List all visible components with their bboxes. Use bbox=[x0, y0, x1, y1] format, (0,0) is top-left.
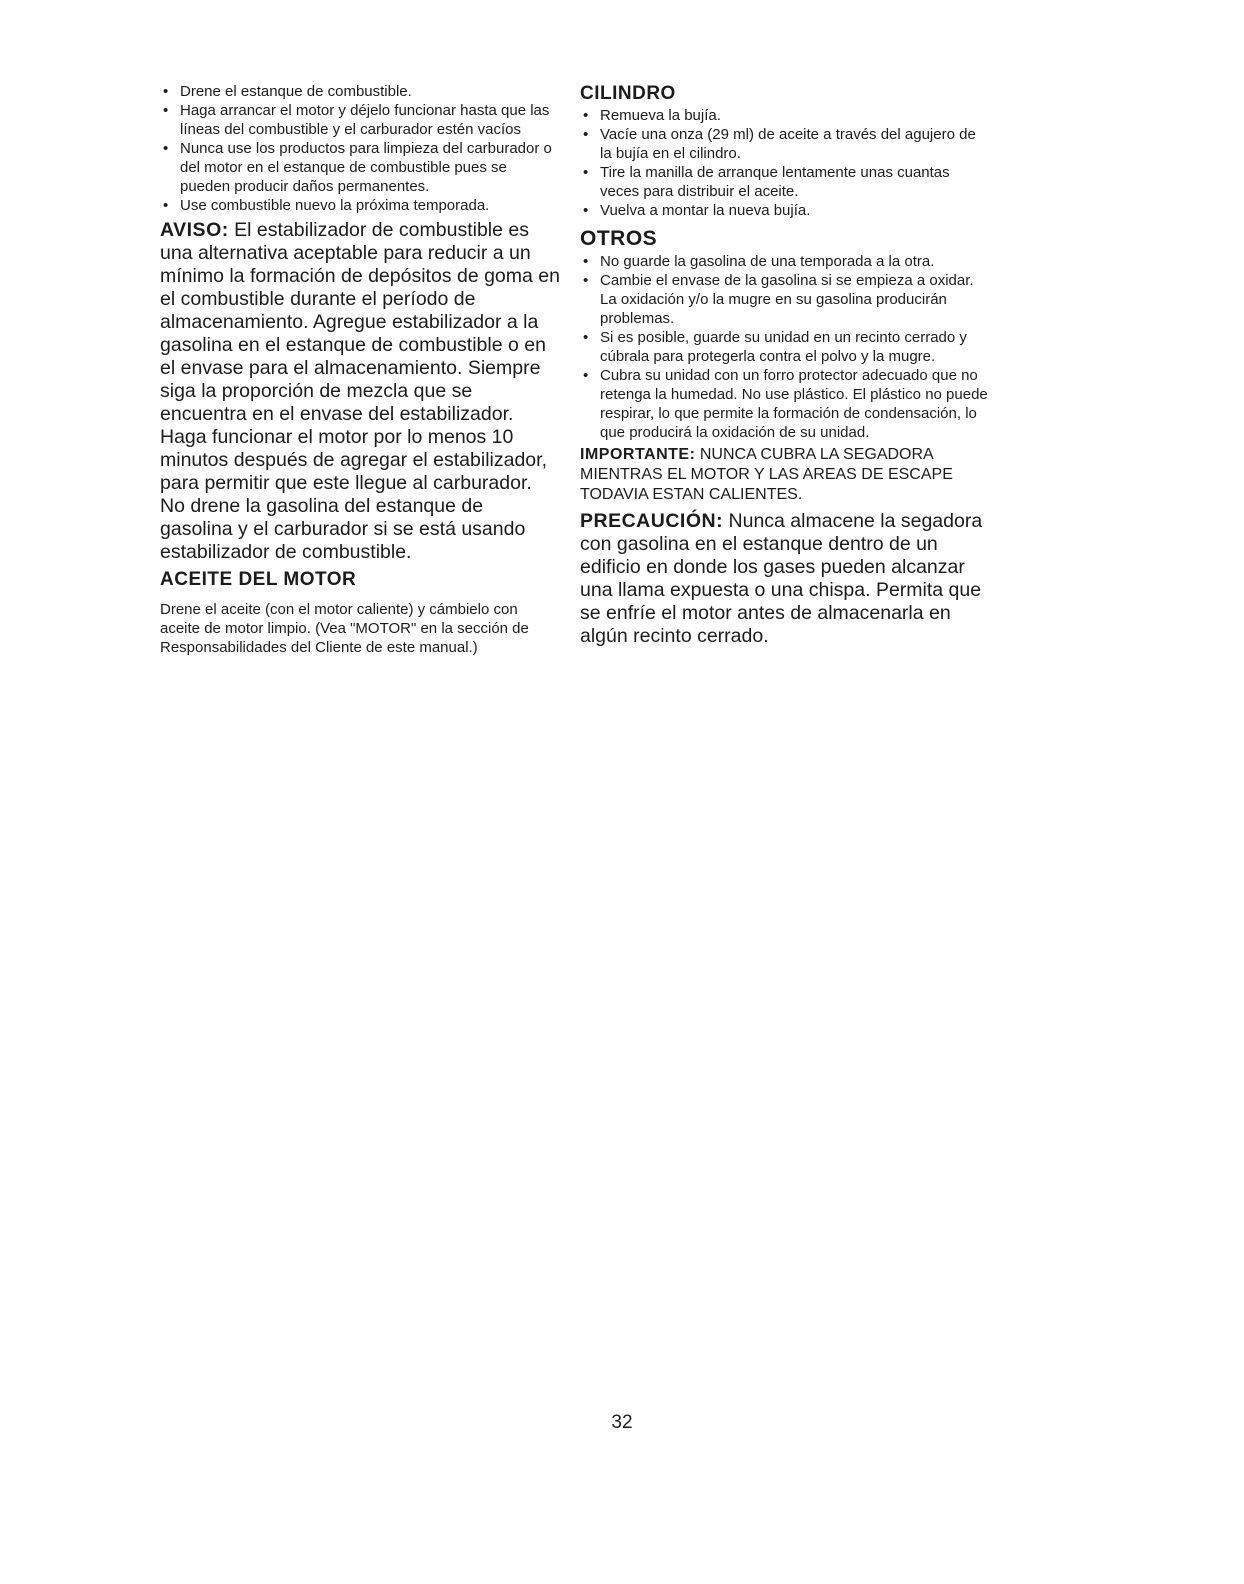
importante-text: NUNCA CUBRA LA SEGADORA MIENTRAS EL MOTOR Y LAS AREAS DE ESCAPE TODAVIA ESTAN CALIENTES. bbox=[580, 446, 953, 503]
cilindro-heading: CILINDRO bbox=[580, 83, 676, 104]
list-item: • Si es posible, guarde su unidad en un recinto cerrado y cúbrala para protegerla contra el polvo y la mugre. bbox=[580, 328, 990, 366]
page-number: 32 bbox=[611, 1412, 633, 1433]
right-column bbox=[580, 82, 990, 648]
otros-heading: OTROS bbox=[580, 227, 658, 250]
list-item: • Use combustible nuevo la próxima temporada. bbox=[160, 196, 560, 215]
list-item: • Cambie el envase de la gasolina si se empieza a oxidar. La oxidación y/o la mugre en su gasolina producirán problemas. bbox=[580, 271, 990, 328]
aviso-label: AVISO: bbox=[160, 219, 229, 241]
list-item: • Nunca use los productos para limpieza del carburador o del motor en el estanque de combustible pues se pueden producir daños permanentes. bbox=[160, 139, 560, 196]
list-item: • Remueva la bujía. bbox=[580, 106, 990, 125]
precaucion-paragraph bbox=[580, 510, 990, 648]
precaucion-label: PRECAUCIÓN: bbox=[580, 510, 724, 532]
list-item: • Cubra su unidad con un forro protector adecuado que no retenga la humedad. No use plástico. El plástico no puede respirar, lo que permite la formación de condensación, lo que producirá la oxidación de su unidad. bbox=[580, 366, 990, 442]
list-item: • No guarde la gasolina de una temporada a la otra. bbox=[580, 252, 990, 271]
importante-label: IMPORTANTE: bbox=[580, 446, 696, 463]
importante-paragraph bbox=[580, 445, 990, 505]
list-item: • Vacíe una onza (29 ml) de aceite a través del agujero de la bujía en el cilindro. bbox=[580, 125, 990, 163]
aceite-heading: ACEITE DEL MOTOR bbox=[160, 569, 357, 590]
precaucion-text: Nunca almacene la segadora con gasolina en el estanque dentro de un edificio en donde los gases pueden alcanzar una llama expuesta o una chispa. Permita que se enfríe el motor antes de almacenarla en algún recinto cerrado. bbox=[580, 510, 983, 647]
list-item: • Drene el estanque de combustible. bbox=[160, 82, 560, 101]
otros-bullet-list bbox=[580, 252, 990, 442]
list-item: • Tire la manilla de arranque lentamente unas cuantas veces para distribuir el aceite. bbox=[580, 163, 990, 201]
aviso-paragraph bbox=[160, 219, 560, 564]
left-column bbox=[160, 82, 560, 657]
cilindro-bullet-list bbox=[580, 106, 990, 220]
list-item: • Haga arrancar el motor y déjelo funcionar hasta que las líneas del combustible y el carburador estén vacíos bbox=[160, 101, 560, 139]
aceite-paragraph: Drene el aceite (con el motor caliente) y cámbielo con aceite de motor limpio. (Vea "MOTOR" en la sección de Responsabilidades del Cliente de este manual.) bbox=[160, 601, 529, 656]
list-item: • Vuelva a montar la nueva bujía. bbox=[580, 201, 990, 220]
fuel-bullet-list bbox=[160, 82, 560, 215]
aviso-text: El estabilizador de combustible es una alternativa aceptable para reducir a un mínimo la formación de depósitos de goma en el combustible durante el período de almacenamiento. Agregue estabilizador a la gasolina en el estanque de combustible o en el envase para el almacenamiento. Siempre siga la proporción de mezcla que se encuentra en el envase del estabilizador. Haga funcionar el motor por lo menos 10 minutos después de agregar el estabilizador, para permitir que este llegue al carburador. No drene la gasolina del estanque de gasolina y el carburador si se está usando estabilizador de combustible. bbox=[160, 219, 560, 563]
